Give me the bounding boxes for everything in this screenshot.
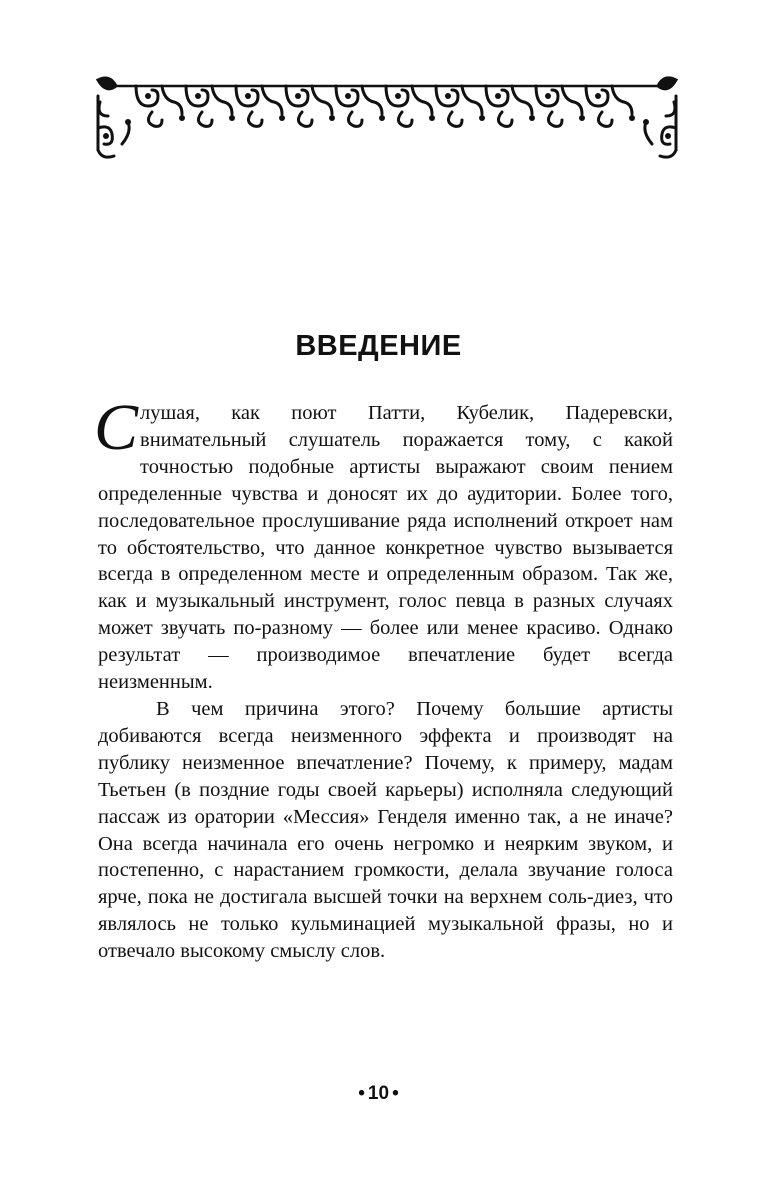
page-number: 10 [367, 1083, 390, 1104]
header-ornament [92, 72, 682, 164]
chapter-title: ВВЕДЕНИЕ [295, 330, 462, 362]
body-text [94, 391, 673, 965]
paragraph-1-text: лушая, как поют Патти, Кубелик, Падеревски, внимательный слушатель поражается тому, с какой точностью подобные артисты выражают своим пением определенные чувства и доносят их до аудитории. Более того, последовательное прослушивание ряда исполнений откроет нам то обстоятельство, что данное конкретное чувство вызывается всегда в определенном месте и определенным образом. Так же, как и музыкальный инструмент, голос певца в разных случаях может звучать по-разному — более или менее красиво. Однако результат — производимое впечатление будет всегда неизменным. [98, 402, 673, 694]
ornament-scrollwork-icon [92, 72, 682, 164]
drop-cap: С [94, 391, 139, 464]
page-number-dot-right: • [392, 1083, 399, 1104]
page-number-footer [0, 1083, 757, 1105]
paragraph-1 [94, 391, 673, 696]
paragraph-2: В чем причина этого? Почему большие артисты добиваются всегда неизменного эффекта и производят на публику неизменное впечатление? Почему, к примеру, мадам Тьетьен (в поздние годы своей карьеры) исполняла следующий пассаж из оратории «Мессия» Генделя именно так, а не иначе? Она всегда начинала его очень негромко и неярким звуком, и постепенно, с нарастанием громкости, делала звучание голоса ярче, пока не достигала высшей точки на верхнем соль-диез, что являлось не только кульминацией музыкальной фразы, но и отвечало высокому смыслу слов. [98, 697, 673, 963]
page-number-dot-left: • [358, 1083, 365, 1104]
